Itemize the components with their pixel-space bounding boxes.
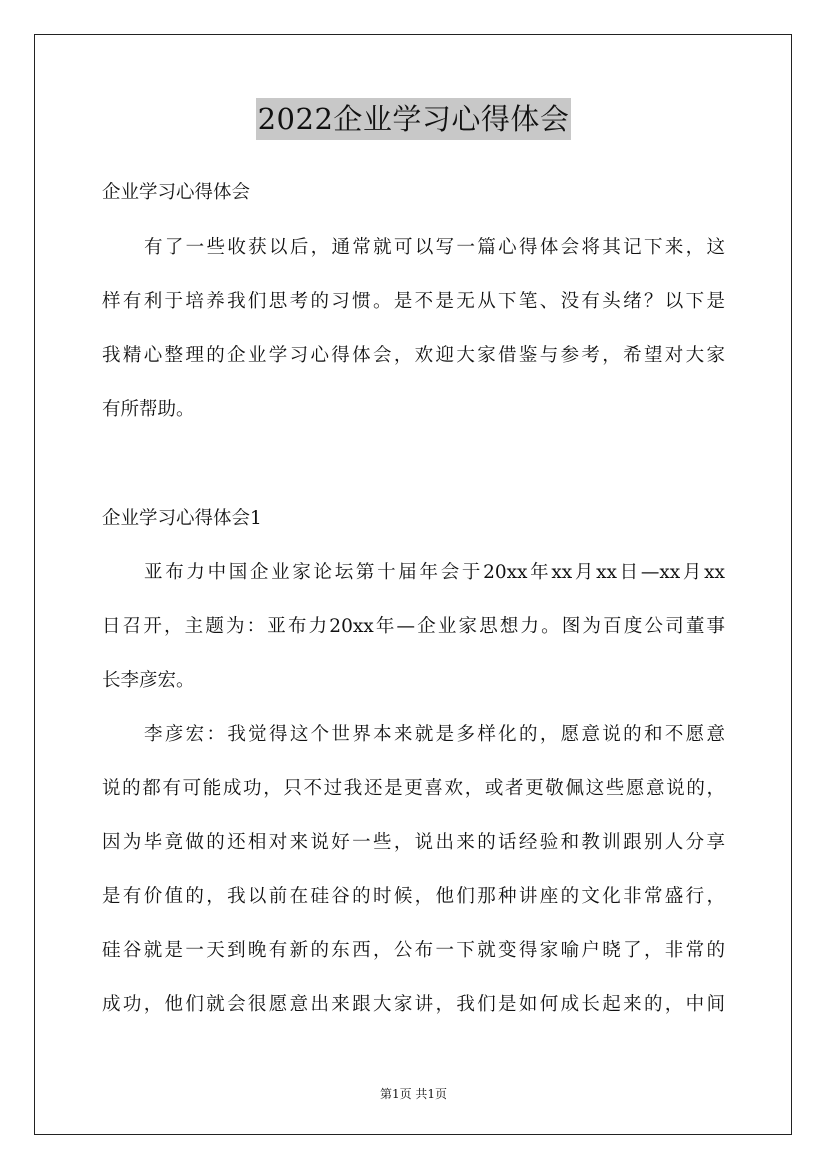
para1-line-1: 亚布力中国企业家论坛第十届年会于20xx年xx月xx日—xx月xx [144, 562, 725, 583]
para2-line-1: 李彦宏：我觉得这个世界本来就是多样化的，愿意说的和不愿意 [144, 724, 725, 745]
intro-line-1: 有了一些收获以后，通常就可以写一篇心得体会将其记下来，这 [144, 237, 725, 258]
para2-line-6: 成功，他们就会很愿意出来跟大家讲，我们是如何成长起来的，中间 [102, 994, 725, 1015]
intro-line-3: 我精心整理的企业学习心得体会，欢迎大家借鉴与参考，希望对大家 [102, 345, 725, 366]
intro-line-2: 样有利于培养我们思考的习惯。是不是无从下笔、没有头绪？以下是 [102, 291, 725, 312]
page-footer: 第1页 共1页 [379, 1087, 448, 1101]
document-title: 2022企业学习心得体会 [256, 98, 572, 140]
title-container [0, 98, 827, 140]
para2-line-5: 硅谷就是一天到晚有新的东西，公布一下就变得家喻户晓了，非常的 [102, 940, 725, 961]
intro-line-4: 有所帮助。 [102, 399, 195, 420]
para1-line-2: 日召开，主题为：亚布力20xx年—企业家思想力。图为百度公司董事 [102, 616, 725, 637]
subtitle: 企业学习心得体会 [102, 182, 251, 203]
para2-line-2: 说的都有可能成功，只不过我还是更喜欢，或者更敬佩这些愿意说的， [102, 778, 725, 799]
para2-line-4: 是有价值的，我以前在硅谷的时候，他们那种讲座的文化非常盛行， [102, 886, 725, 907]
para2-line-3: 因为毕竟做的还相对来说好一些，说出来的话经验和教训跟别人分享 [102, 832, 725, 853]
section-heading: 企业学习心得体会1 [102, 508, 262, 529]
para1-line-3: 长李彦宏。 [102, 670, 195, 691]
